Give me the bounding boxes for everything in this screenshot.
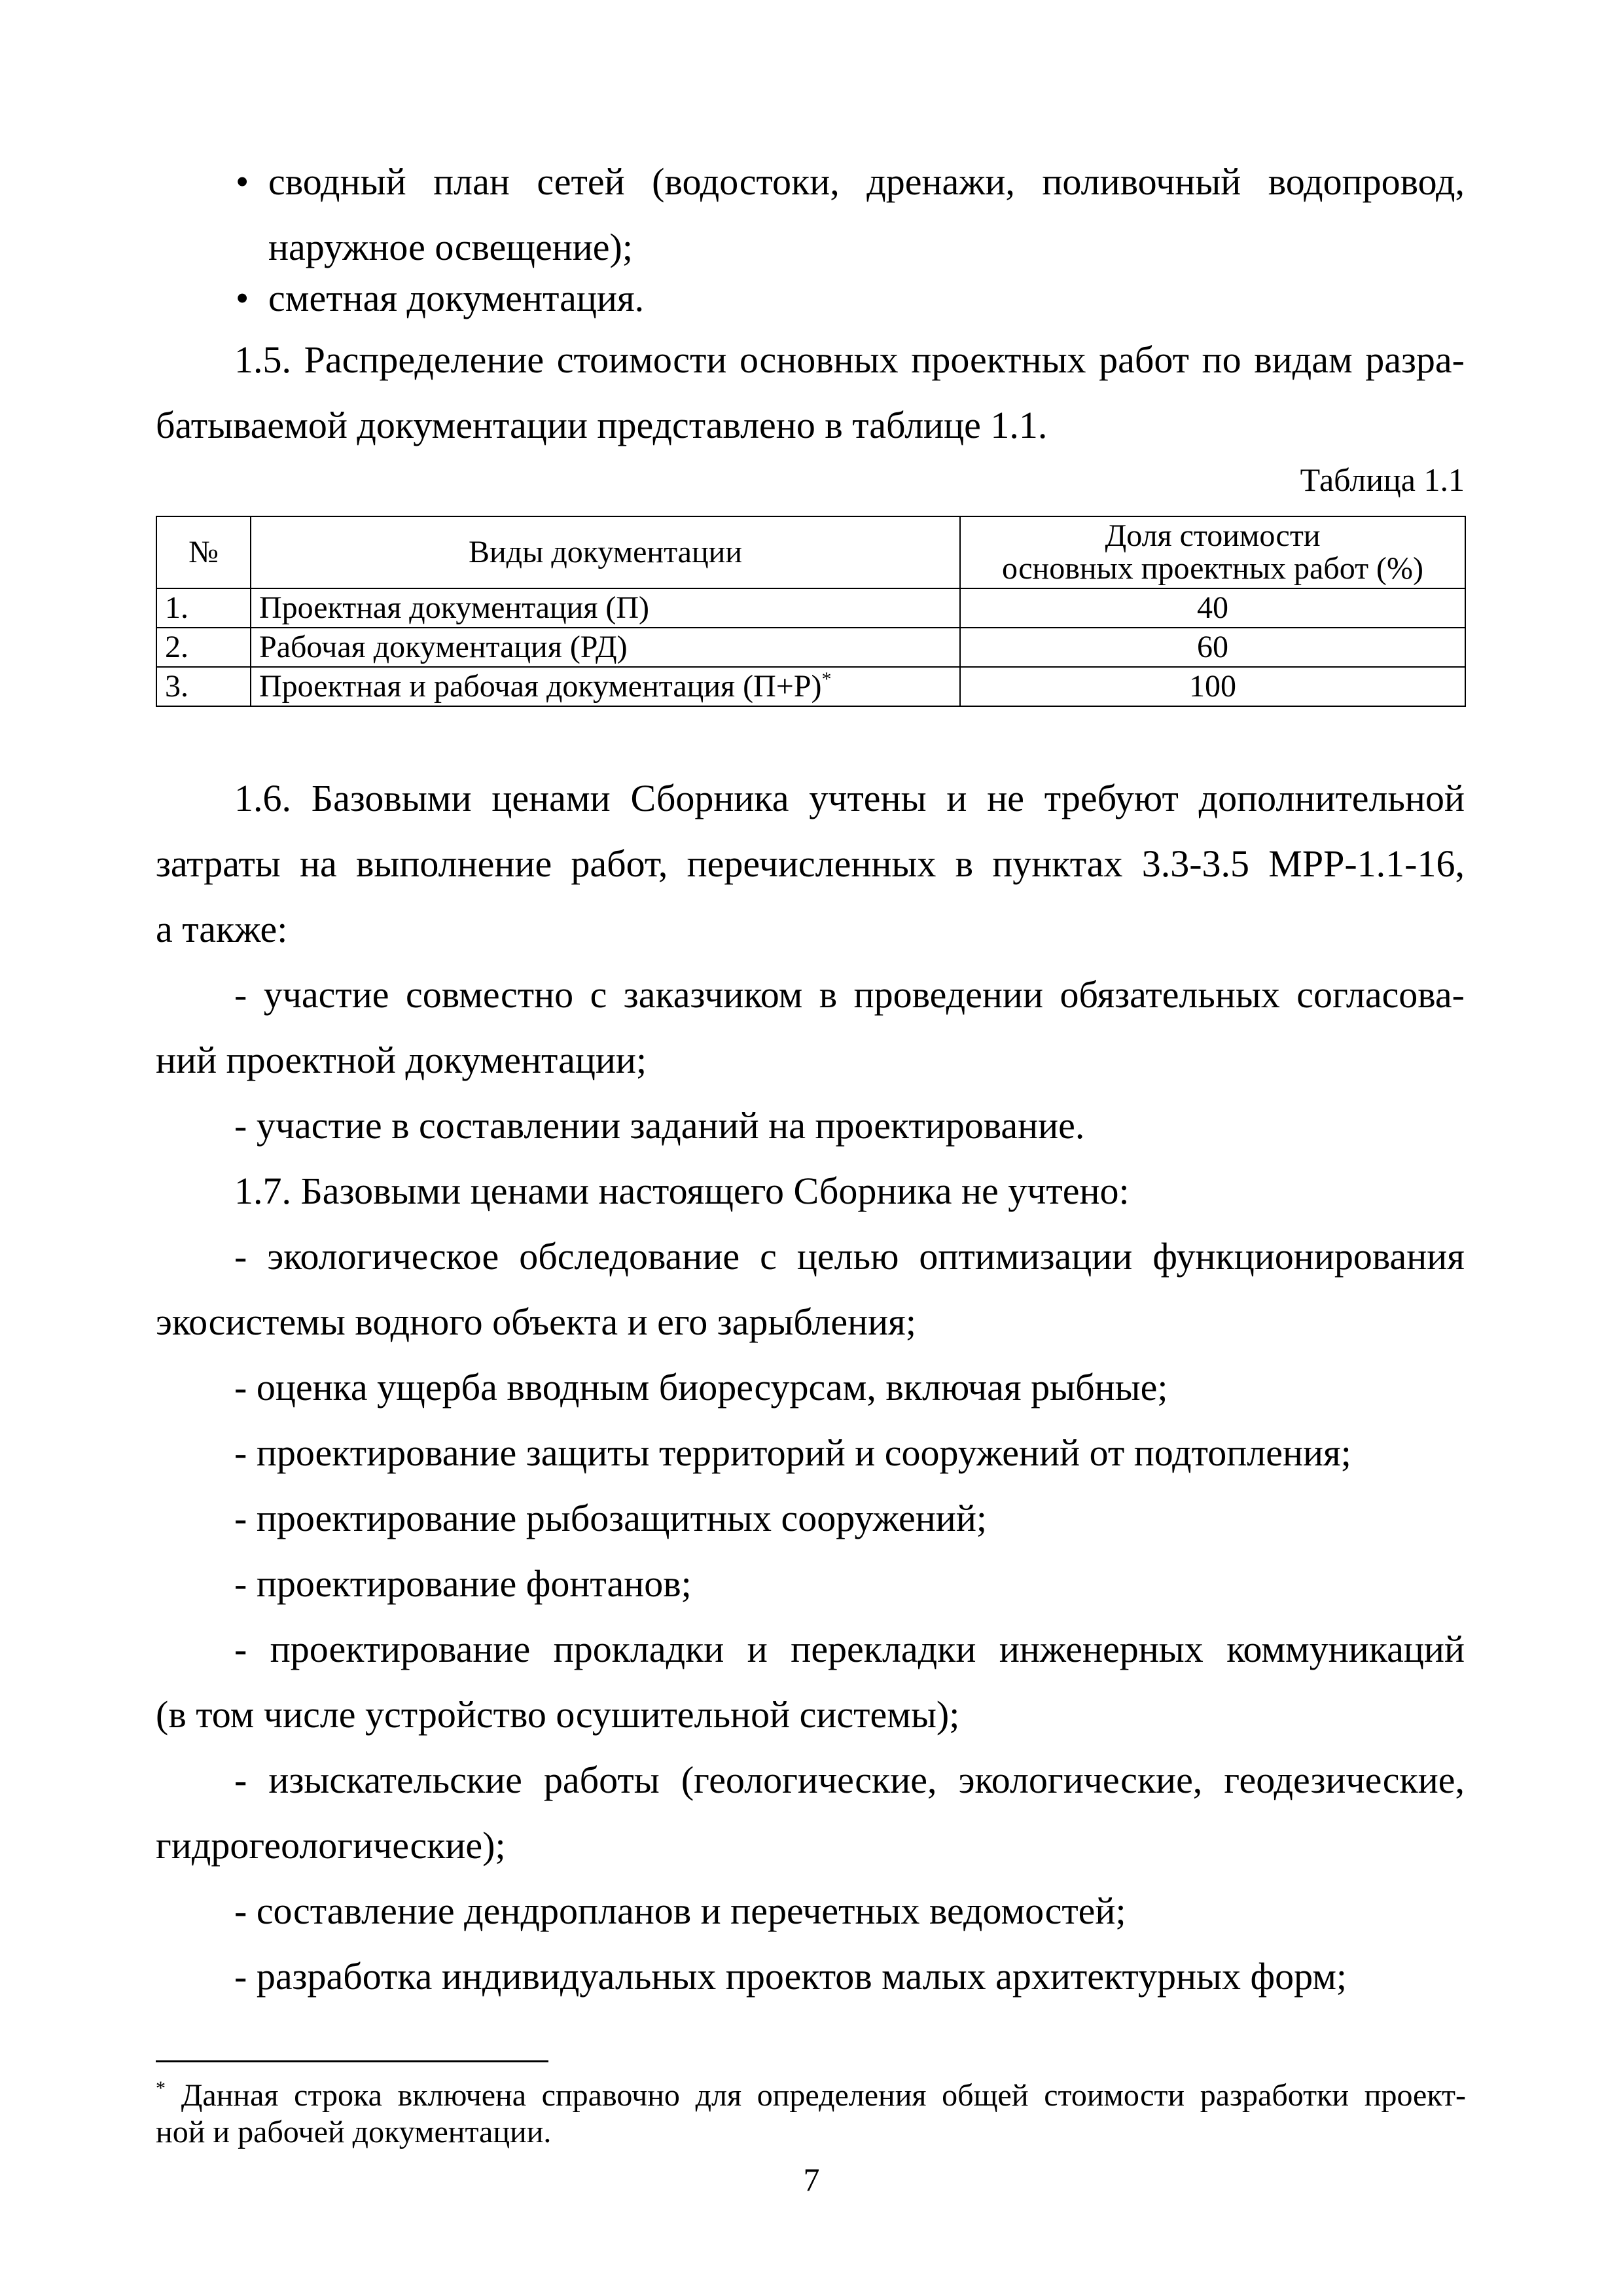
- footnote-mark: *: [156, 2077, 166, 2099]
- bullet-text-line: наружное освещение);: [268, 226, 633, 268]
- header-num: №: [156, 516, 251, 588]
- paragraph-1-5: [156, 327, 1465, 458]
- list-item-line: - проектирование защиты территорий и сооружений от подтопления;: [234, 1431, 1351, 1474]
- row-share: 100: [960, 667, 1465, 706]
- list-item-line: ний проектной документации;: [156, 1039, 647, 1081]
- list-item-line: - проектирование прокладки и перекладки инженерных коммуникаций: [234, 1628, 1465, 1670]
- list-item-line: - изыскательские работы (геологические, экологические, геодезические,: [234, 1759, 1465, 1801]
- list-item-line: гидрогеологические);: [156, 1824, 506, 1867]
- row-kind: [251, 667, 960, 706]
- row-num: 2.: [156, 628, 251, 667]
- bullet-text-line: сметная документация.: [268, 277, 645, 319]
- row-kind: Рабочая документация (РД): [251, 628, 960, 667]
- footnote-line: [156, 2077, 1466, 2114]
- list-item-line: - проектирование фонтанов;: [234, 1562, 692, 1605]
- row-kind-text: Проектная и рабочая документация (П+Р): [259, 669, 822, 704]
- table-row: [156, 628, 1465, 667]
- row-share: 40: [960, 588, 1465, 628]
- header-share: [960, 516, 1465, 588]
- footnote-mark: *: [821, 668, 832, 690]
- header-share-line: основных проектных работ (%): [1002, 551, 1423, 586]
- list-item-line: - экологическое обследование с целью оптимизации функционирования: [234, 1235, 1465, 1278]
- documentation-cost-table: [156, 516, 1466, 707]
- list-item-line: - проектирование рыбозащитных сооружений;: [234, 1497, 987, 1539]
- paragraph-line: батываемой документации представлено в таблице 1.1.: [156, 404, 1048, 446]
- row-kind: Проектная документация (П): [251, 588, 960, 628]
- row-share: 60: [960, 628, 1465, 667]
- row-num: 3.: [156, 667, 251, 706]
- footnote-line: ной и рабочей документации.: [156, 2115, 552, 2149]
- paragraph-line: 1.5. Распределение стоимости основных проектных работ по видам разра-: [234, 338, 1465, 381]
- page-number: 7: [803, 2161, 820, 2198]
- footnote-divider: [156, 2060, 548, 2062]
- list-item-line: - составление дендропланов и перечетных ведомостей;: [234, 1890, 1126, 1932]
- table-row: [156, 588, 1465, 628]
- footnote: [156, 2077, 1466, 2151]
- footnote-text: Данная строка включена справочно для определения общей стоимости разработки проект-: [181, 2078, 1467, 2113]
- header-share-line: Доля стоимости: [1105, 518, 1321, 553]
- header-kind: Виды документации: [251, 516, 960, 588]
- list-item-line: (в том числе устройство осушительной системы);: [156, 1693, 960, 1736]
- bullet-icon: •: [236, 277, 249, 319]
- bullet-text-line: сводный план сетей (водостоки, дренажи, поливочный водопровод,: [268, 160, 1465, 203]
- paragraph-line: а также:: [156, 908, 288, 950]
- table-caption: Таблица 1.1: [1300, 461, 1465, 498]
- list-item-line: - оценка ущерба вводным биоресурсам, включая рыбные;: [234, 1366, 1168, 1408]
- bullet-item-estimates: [236, 266, 1465, 331]
- list-item-line: - разработка индивидуальных проектов малых архитектурных форм;: [234, 1955, 1347, 1998]
- paragraph-line: затраты на выполнение работ, перечисленных в пунктах 3.3-3.5 МРР-1.1-16,: [156, 842, 1465, 885]
- paragraph-line: 1.6. Базовыми ценами Сборника учтены и не требуют дополнительной: [234, 777, 1465, 819]
- table-row: [156, 667, 1465, 706]
- table-header-row: [156, 516, 1465, 588]
- row-num: 1.: [156, 588, 251, 628]
- bullet-item-networks: [236, 149, 1465, 280]
- list-item-line: - участие в составлении заданий на проектирование.: [234, 1104, 1085, 1147]
- paragraph-1-7: [156, 1158, 1465, 2009]
- paragraph-1-6: [156, 766, 1465, 1158]
- paragraph-heading: 1.7. Базовыми ценами настоящего Сборника не учтено:: [234, 1170, 1130, 1212]
- bullet-icon: •: [236, 160, 249, 203]
- list-item-line: - участие совместно с заказчиком в проведении обязательных согласова-: [234, 973, 1465, 1016]
- list-item-line: экосистемы водного объекта и его зарыбления;: [156, 1300, 916, 1343]
